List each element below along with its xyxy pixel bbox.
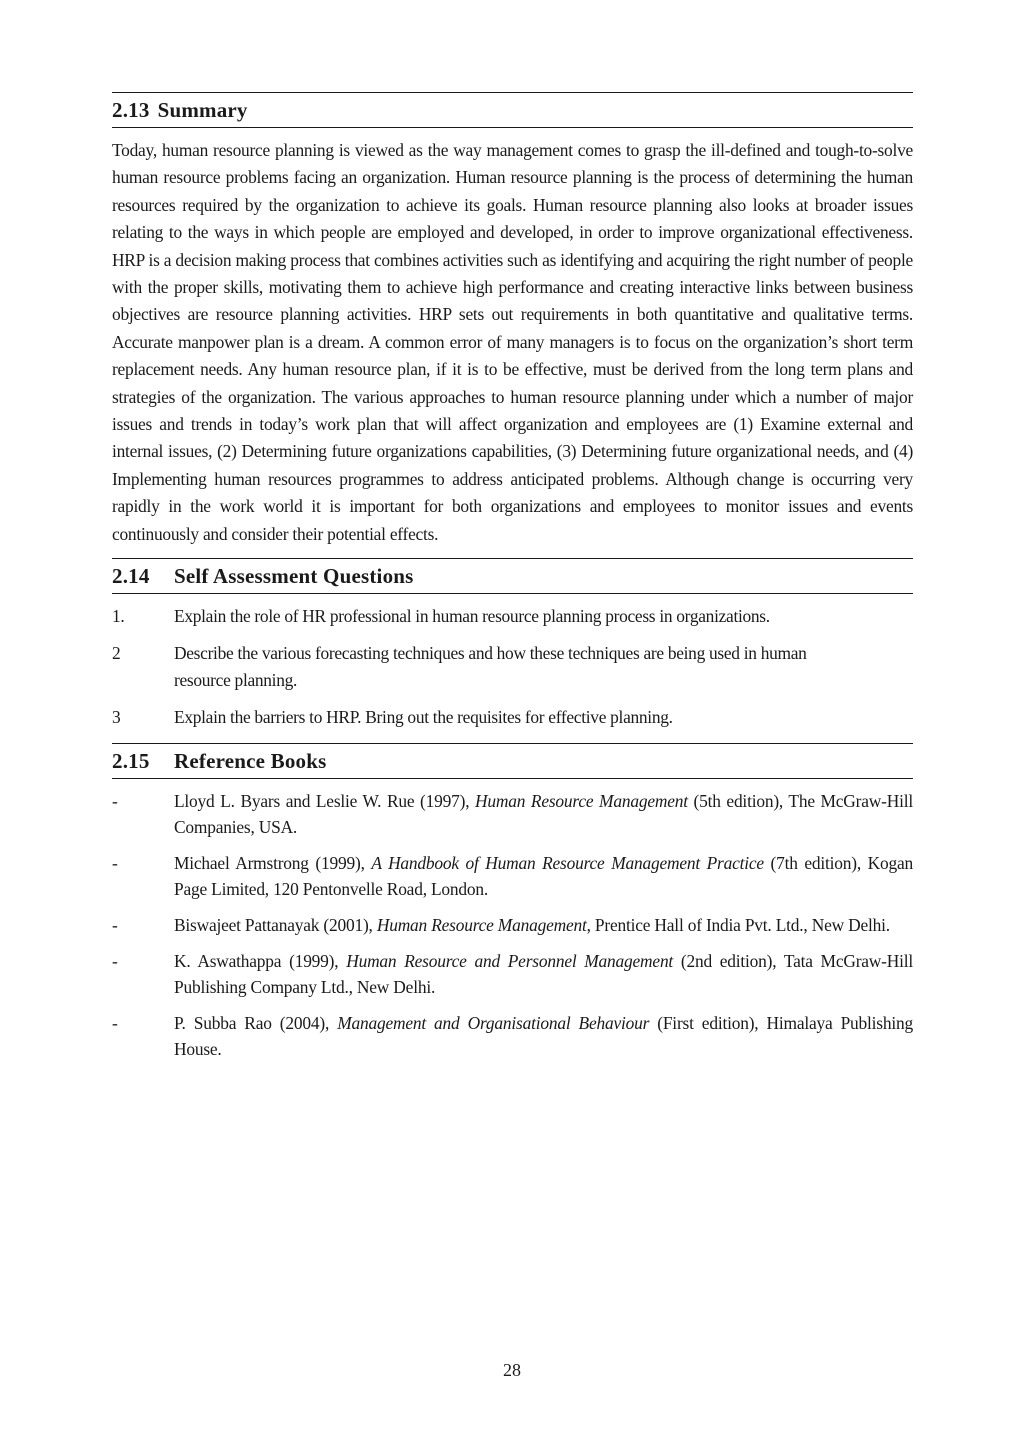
reference-author: P. Subba Rao (2004), — [174, 1013, 338, 1034]
section-heading-references — [112, 743, 913, 779]
reference-publisher: (5th edition), The McGraw-Hill Companies, USA. — [174, 791, 913, 838]
list-marker: - — [112, 915, 118, 936]
section-heading-summary — [112, 92, 913, 128]
reference-publisher: (7th edition), Kogan Page Limited, 120 Pentonvelle Road, London. — [174, 853, 913, 900]
list-marker: 2 — [112, 643, 121, 664]
list-item — [112, 640, 913, 694]
references-list — [112, 788, 913, 1062]
list-marker: - — [112, 1013, 118, 1034]
reference-publisher: (First edition), Himalaya Publishing House. — [174, 1013, 913, 1060]
reference-text — [174, 912, 913, 938]
list-item — [112, 788, 913, 840]
list-marker: - — [112, 951, 118, 972]
reference-author: Biswajeet Pattanayak (2001), — [174, 915, 377, 936]
list-item — [112, 704, 913, 731]
reference-text — [174, 788, 913, 840]
list-marker: - — [112, 791, 118, 812]
page-number: 28 — [503, 1360, 521, 1380]
list-item — [112, 948, 913, 1000]
reference-title: Human Resource Management — [475, 791, 688, 812]
section-heading-questions — [112, 558, 913, 594]
reference-author: Michael Armstrong (1999), — [174, 853, 372, 874]
reference-text — [174, 1010, 913, 1062]
section-title: Self Assessment Questions — [174, 563, 414, 588]
question-text: Explain the barriers to HRP. Bring out the requisites for effective planning. — [174, 707, 673, 728]
list-item — [112, 850, 913, 902]
section-number: 2.15 — [112, 748, 150, 773]
list-marker: 1. — [112, 606, 125, 627]
question-text: Explain the role of HR professional in human resource planning process in organizations. — [174, 606, 770, 627]
section-number: 2.14 — [112, 563, 150, 588]
reference-publisher: (2nd edition), Tata McGraw-Hill Publishing Company Ltd., New Delhi. — [174, 951, 914, 998]
question-text: Describe the various forecasting techniques and how these techniques are being used in human resource planning. — [174, 643, 807, 691]
reference-publisher: , Prentice Hall of India Pvt. Ltd., New Delhi. — [586, 915, 890, 936]
section-title: Reference Books — [174, 748, 327, 773]
list-item — [112, 603, 913, 630]
list-marker: - — [112, 853, 118, 874]
list-item — [112, 912, 913, 938]
document-page — [112, 92, 913, 1062]
reference-title: Human Resource and Personnel Management — [346, 951, 674, 972]
section-title: Summary — [157, 97, 248, 122]
list-marker: 3 — [112, 707, 121, 728]
reference-title: A Handbook of Human Resource Management Practice — [371, 853, 764, 874]
reference-title: Human Resource Management — [376, 915, 587, 936]
reference-text — [174, 948, 913, 1000]
section-number: 2.13 — [112, 97, 150, 122]
reference-text — [174, 850, 913, 902]
questions-list — [112, 603, 913, 731]
reference-author: Lloyd L. Byars and Leslie W. Rue (1997), — [174, 791, 476, 812]
summary-paragraph: Today, human resource planning is viewed as the way management comes to grasp the ill-defined and tough-to-solve human resource problems facing an organization. Human resource planning is the process of determining the human resources required by the organization to achieve its goals. Human resource planning also looks at broader issues relating to the ways in which people are employed and developed, in order to improve organizational effectiveness. HRP is a decision making process that combines activities such as identifying and acquiring the right number of people with the proper skills, motivating them to achieve high performance and creating interactive links between business objectives are resource planning activities. HRP sets out requirements in both quantitative and qualitative terms. Accurate manpower plan is a dream. A common error of many managers is to focus on the organization’s short term replacement needs. Any human resource plan, if it is to be effective, must be derived from the long term plans and strategies of the organization. The various approaches to human resource planning under which a number of major issues and trends in today’s work plan that will affect organization and employees are (1) Examine external and internal issues, (2) Determining future organizations capabilities, (3) Determining future organizational needs, and (4) Implementing human resources programmes to address anticipated problems. Although change is occurring very rapidly in the work world it is important for both organizations and employees to monitor issues and events continuously and consider their potential effects. — [112, 140, 913, 544]
reference-author: K. Aswathappa (1999), — [174, 951, 347, 972]
reference-title: Management and Organisational Behaviour — [337, 1013, 650, 1034]
list-item — [112, 1010, 913, 1062]
